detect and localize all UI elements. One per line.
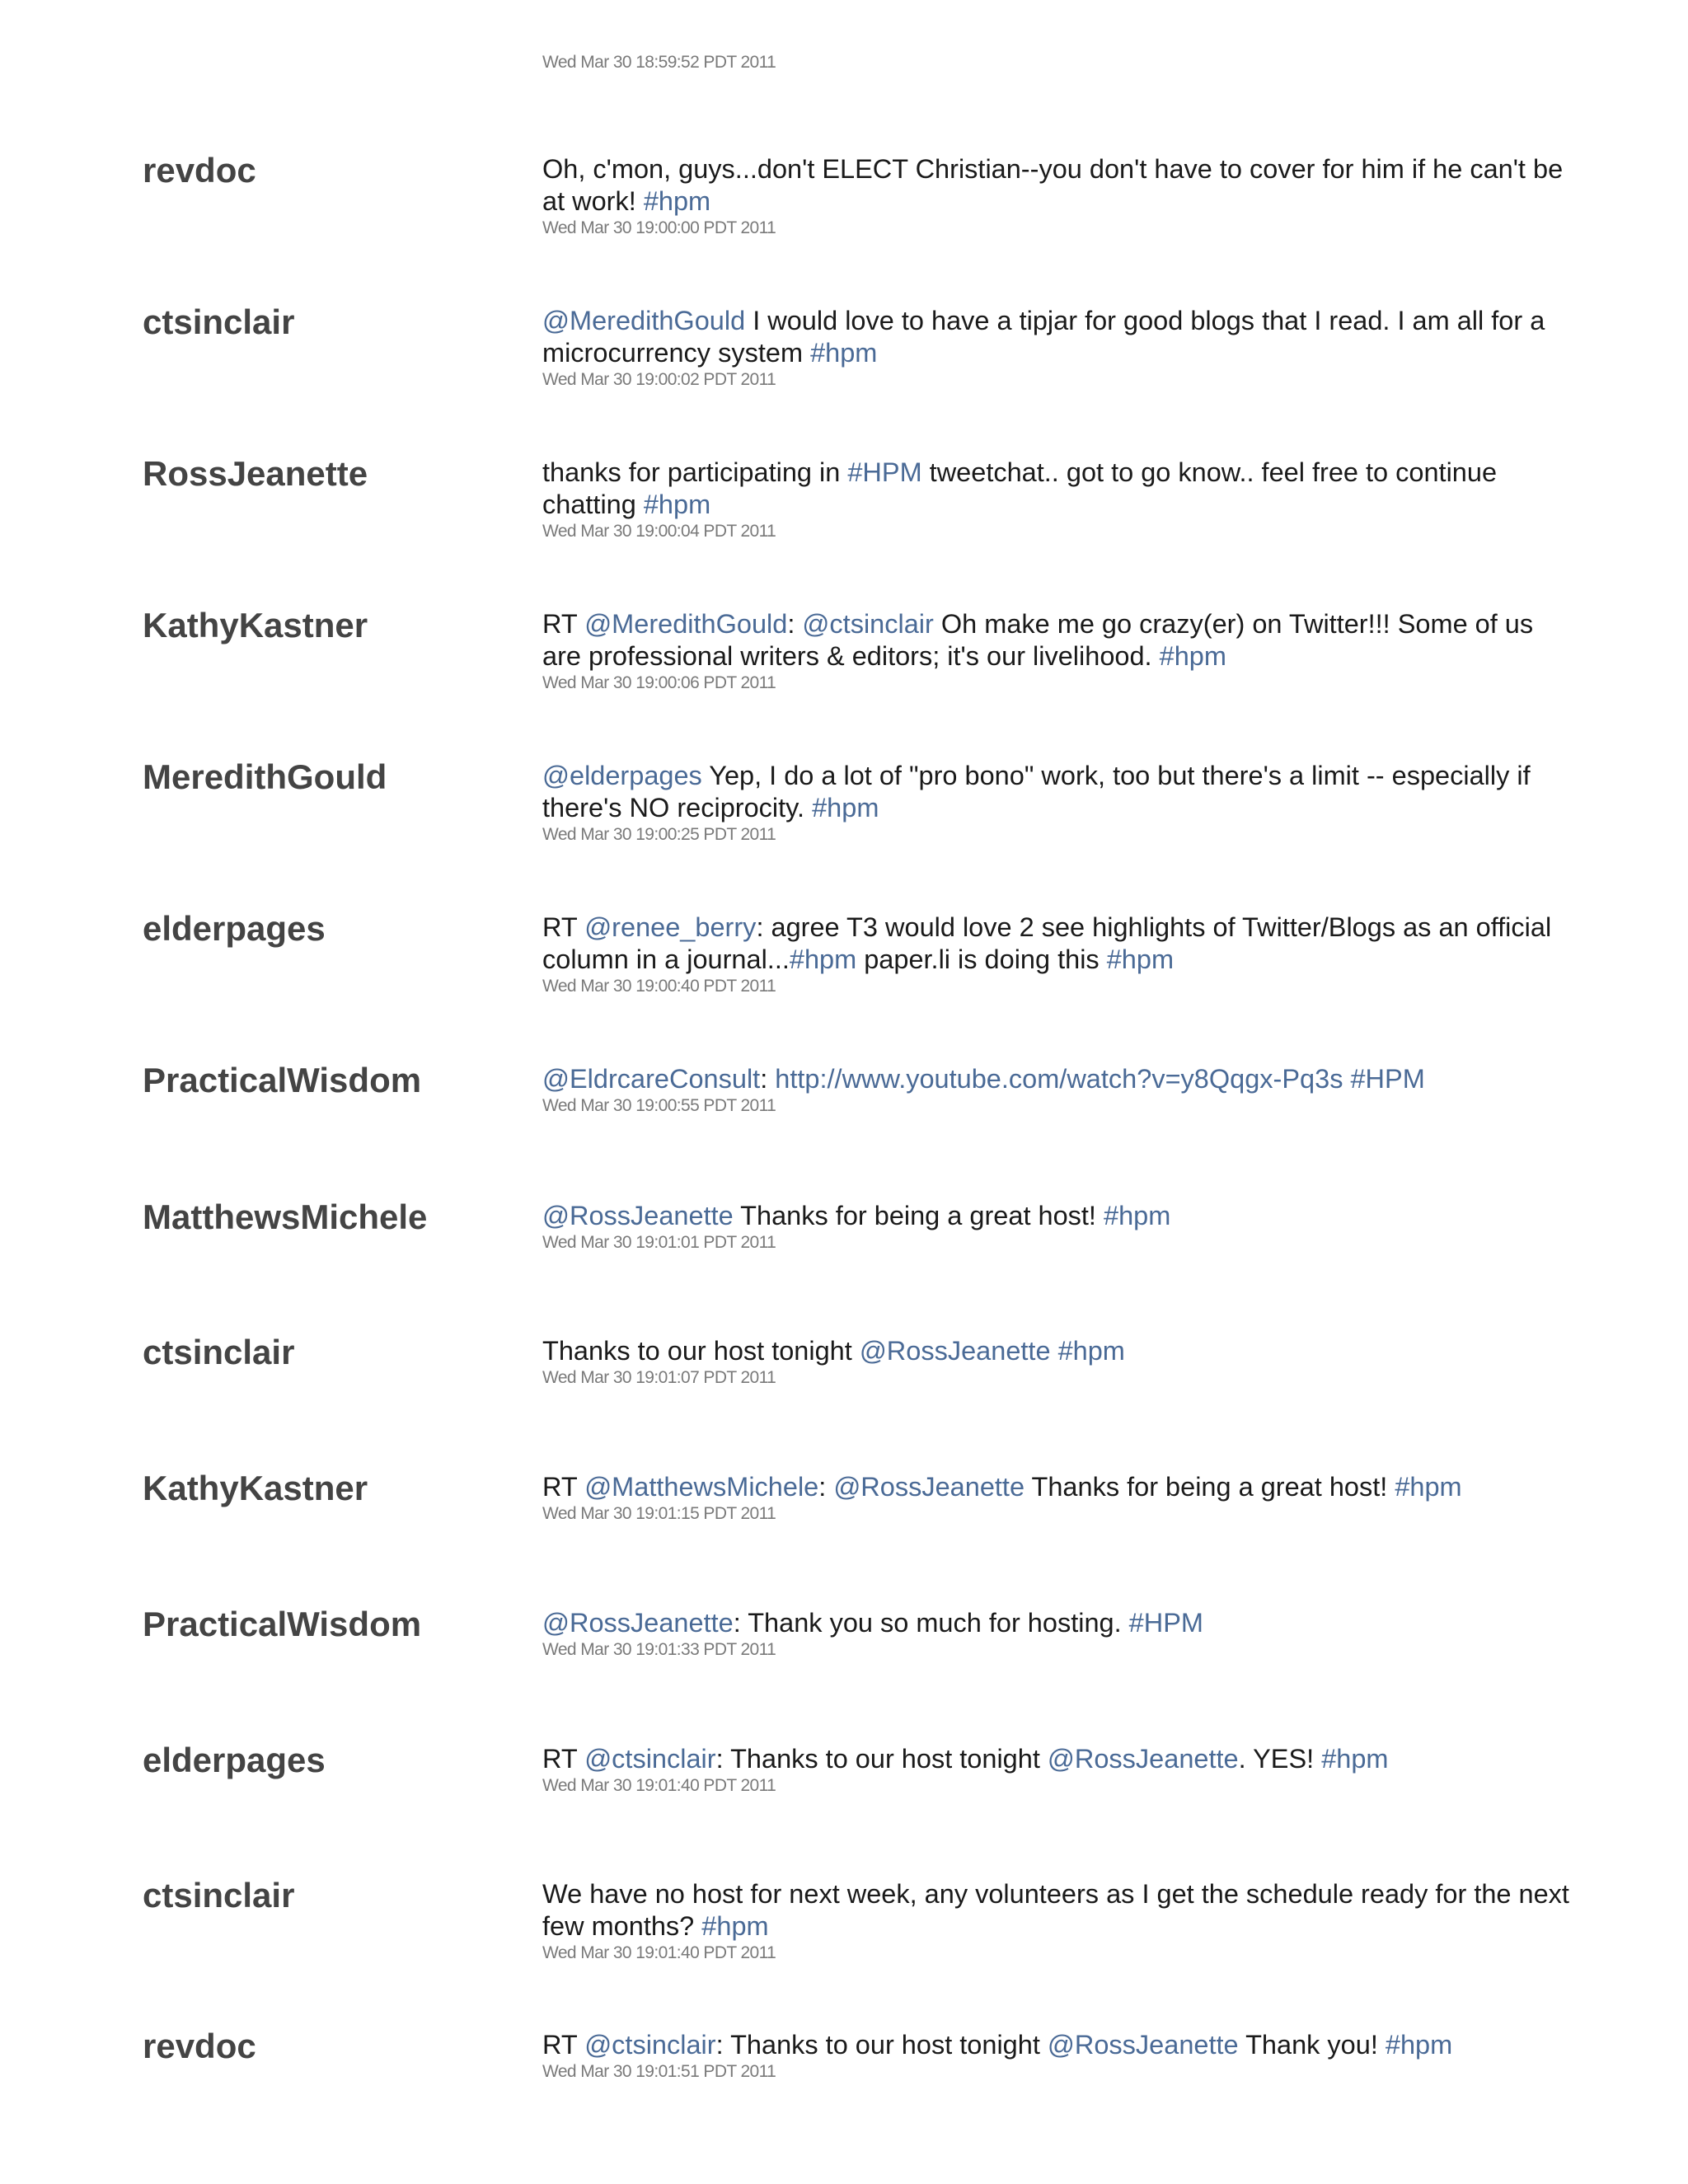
- tweet-username[interactable]: revdoc: [143, 2027, 256, 2065]
- tweet-body: [542, 760, 1573, 846]
- tweet-text: [542, 760, 1573, 824]
- hashtag-link[interactable]: #hpm: [1057, 1336, 1125, 1366]
- tweet-text-segment: :: [787, 609, 803, 639]
- tweet-timestamp: Wed Mar 30 19:01:07 PDT 2011: [542, 1368, 776, 1387]
- tweet-text-segment: [1051, 1336, 1058, 1366]
- tweet-text: [542, 1063, 1573, 1095]
- hashtag-link[interactable]: #hpm: [810, 338, 878, 368]
- tweet-timestamp: Wed Mar 30 19:00:40 PDT 2011: [542, 977, 776, 996]
- tweet-text-segment: Thanks for being a great host!: [733, 1201, 1104, 1230]
- hashtag-link[interactable]: #hpm: [1106, 944, 1175, 974]
- tweet-text: [542, 305, 1573, 369]
- tweet-text-segment: :: [818, 1472, 834, 1502]
- mention-link[interactable]: @MeredithGould: [584, 609, 788, 639]
- tweet-timestamp: Wed Mar 30 19:01:51 PDT 2011: [542, 2062, 776, 2081]
- hashtag-link[interactable]: #hpm: [1395, 1472, 1462, 1502]
- hashtag-link[interactable]: #HPM: [1128, 1608, 1203, 1638]
- tweet-text: [542, 457, 1573, 521]
- hashtag-link[interactable]: #hpm: [1104, 1201, 1171, 1230]
- tweet-timestamp: Wed Mar 30 19:01:40 PDT 2011: [542, 1943, 776, 1962]
- mention-link[interactable]: @renee_berry: [584, 912, 757, 942]
- tweet-username[interactable]: revdoc: [143, 151, 256, 190]
- mention-link[interactable]: @elderpages: [542, 761, 702, 790]
- hashtag-link[interactable]: #hpm: [643, 186, 711, 216]
- tweet-text: [542, 153, 1573, 218]
- tweet-username[interactable]: elderpages: [143, 1741, 326, 1779]
- tweet-text-segment: : Thank you so much for hosting.: [733, 1608, 1129, 1638]
- hashtag-link[interactable]: #hpm: [1385, 2030, 1453, 2060]
- tweet-timestamp: Wed Mar 30 19:01:40 PDT 2011: [542, 1776, 776, 1795]
- tweet-timestamp: Wed Mar 30 19:00:55 PDT 2011: [542, 1096, 776, 1115]
- tweet-text: [542, 1607, 1573, 1639]
- mention-link[interactable]: @MeredithGould: [542, 306, 746, 335]
- tweet-text: [542, 1200, 1573, 1232]
- tweet-text-segment: tweetchat.. got to go know.. feel free to continue chatting: [542, 457, 1498, 519]
- tweet-username[interactable]: PracticalWisdom: [143, 1605, 422, 1643]
- tweet-text-segment: RT: [542, 912, 585, 942]
- tweet-text-segment: RT: [542, 1744, 585, 1774]
- tweet-username[interactable]: ctsinclair: [143, 302, 295, 341]
- tweet-text-segment: : agree T3 would love 2 see highlights of Twitter/Blogs as an official column in a journal...: [542, 912, 1552, 974]
- tweet-text-segment: I would love to have a tipjar for good blogs that I read. I am all for a microcurrency system: [542, 306, 1545, 368]
- tweet-text: [542, 608, 1573, 673]
- tweet-username[interactable]: elderpages: [143, 909, 326, 948]
- tweet-text: [542, 912, 1573, 976]
- tweet-timestamp: Wed Mar 30 19:00:02 PDT 2011: [542, 370, 776, 389]
- tweet-text: [542, 1471, 1573, 1503]
- tweet-body: [542, 1471, 1573, 1525]
- hashtag-link[interactable]: #hpm: [643, 490, 711, 519]
- hashtag-link[interactable]: #HPM: [1350, 1064, 1425, 1094]
- tweet-username[interactable]: KathyKastner: [143, 1469, 368, 1507]
- tweet-body: [542, 608, 1573, 694]
- tweet-body: [542, 1607, 1573, 1661]
- tweet-text-segment: RT: [542, 1472, 585, 1502]
- tweet-text-segment: RT: [542, 609, 585, 639]
- tweet-text-segment: Oh make me go crazy(er) on Twitter!!! Some of us are professional writers & editors; it's our livelihood.: [542, 609, 1534, 671]
- tweet-username[interactable]: ctsinclair: [143, 1876, 295, 1915]
- tweet-timestamp: Wed Mar 30 19:00:25 PDT 2011: [542, 825, 776, 844]
- tweet-text-segment: : Thanks to our host tonight: [715, 1744, 1048, 1774]
- tweet-body: [542, 153, 1573, 239]
- hashtag-link[interactable]: #hpm: [1321, 1744, 1389, 1774]
- tweet-text-segment: Thanks for being a great host!: [1025, 1472, 1395, 1502]
- tweet-username[interactable]: MeredithGould: [143, 757, 387, 796]
- tweet-username[interactable]: MatthewsMichele: [143, 1197, 428, 1236]
- tweet-text-segment: . YES!: [1238, 1744, 1322, 1774]
- tweet-text-segment: Yep, I do a lot of "pro bono" work, too but there's a limit -- especially if there's NO reciprocity.: [542, 761, 1531, 823]
- mention-link[interactable]: @RossJeanette: [1047, 1744, 1239, 1774]
- hashtag-link[interactable]: #HPM: [847, 457, 922, 487]
- tweet-body: [542, 912, 1573, 997]
- tweet-text-segment: : Thanks to our host tonight: [715, 2030, 1048, 2060]
- mention-link[interactable]: @ctsinclair: [584, 2030, 716, 2060]
- tweet-text-segment: thanks for participating in: [542, 457, 848, 487]
- mention-link[interactable]: @RossJeanette: [833, 1472, 1025, 1502]
- mention-link[interactable]: @ctsinclair: [802, 609, 934, 639]
- hashtag-link[interactable]: #hpm: [812, 793, 879, 823]
- tweet-body: [542, 1878, 1573, 1964]
- tweet-body: [542, 457, 1573, 542]
- tweet-text: [542, 1335, 1573, 1367]
- tweet-body: [542, 1063, 1573, 1117]
- tweet-text-segment: We have no host for next week, any volunteers as I get the schedule ready for the next few months?: [542, 1879, 1569, 1941]
- hashtag-link[interactable]: #hpm: [701, 1911, 769, 1941]
- truncated-timestamp: Wed Mar 30 18:59:52 PDT 2011: [542, 53, 776, 72]
- tweet-timestamp: Wed Mar 30 19:01:15 PDT 2011: [542, 1504, 776, 1523]
- tweet-username[interactable]: PracticalWisdom: [143, 1061, 422, 1099]
- tweet-text-segment: Thanks to our host tonight: [542, 1336, 860, 1366]
- mention-link[interactable]: @RossJeanette: [542, 1201, 734, 1230]
- mention-link[interactable]: @RossJeanette: [859, 1336, 1051, 1366]
- mention-link[interactable]: @RossJeanette: [1047, 2030, 1239, 2060]
- tweet-timestamp: Wed Mar 30 19:00:04 PDT 2011: [542, 522, 776, 541]
- tweet-text-segment: paper.li is doing this: [856, 944, 1107, 974]
- tweet-text-segment: Oh, c'mon, guys...don't ELECT Christian--you don't have to cover for him if he can't be at work!: [542, 154, 1564, 216]
- tweet-text-segment: :: [760, 1064, 776, 1094]
- hashtag-link[interactable]: #hpm: [1159, 641, 1226, 671]
- tweet-text: [542, 1743, 1573, 1775]
- mention-link[interactable]: @ctsinclair: [584, 1744, 716, 1774]
- tweet-timestamp: Wed Mar 30 19:00:00 PDT 2011: [542, 218, 776, 237]
- tweet-timestamp: Wed Mar 30 19:00:06 PDT 2011: [542, 673, 776, 692]
- tweet-text: [542, 2029, 1573, 2061]
- tweet-timestamp: Wed Mar 30 19:01:33 PDT 2011: [542, 1640, 776, 1659]
- tweet-text-segment: RT: [542, 2030, 585, 2060]
- url-link[interactable]: http://www.youtube.com/watch?v=y8Qqgx-Pq3s: [775, 1064, 1343, 1094]
- tweet-timestamp: Wed Mar 30 19:01:01 PDT 2011: [542, 1233, 776, 1252]
- hashtag-link[interactable]: #hpm: [789, 944, 857, 974]
- tweet-text-segment: Thank you!: [1238, 2030, 1386, 2060]
- tweet-body: [542, 1200, 1573, 1254]
- mention-link[interactable]: @RossJeanette: [542, 1608, 734, 1638]
- mention-link[interactable]: @EldrcareConsult: [542, 1064, 761, 1094]
- tweet-username[interactable]: KathyKastner: [143, 606, 368, 644]
- tweet-username[interactable]: RossJeanette: [143, 454, 368, 493]
- tweet-text: [542, 1878, 1573, 1943]
- tweet-body: [542, 1335, 1573, 1389]
- tweet-body: [542, 305, 1573, 391]
- mention-link[interactable]: @MatthewsMichele: [584, 1472, 819, 1502]
- tweet-username[interactable]: ctsinclair: [143, 1333, 295, 1371]
- tweet-body: [542, 2029, 1573, 2083]
- tweet-body: [542, 1743, 1573, 1797]
